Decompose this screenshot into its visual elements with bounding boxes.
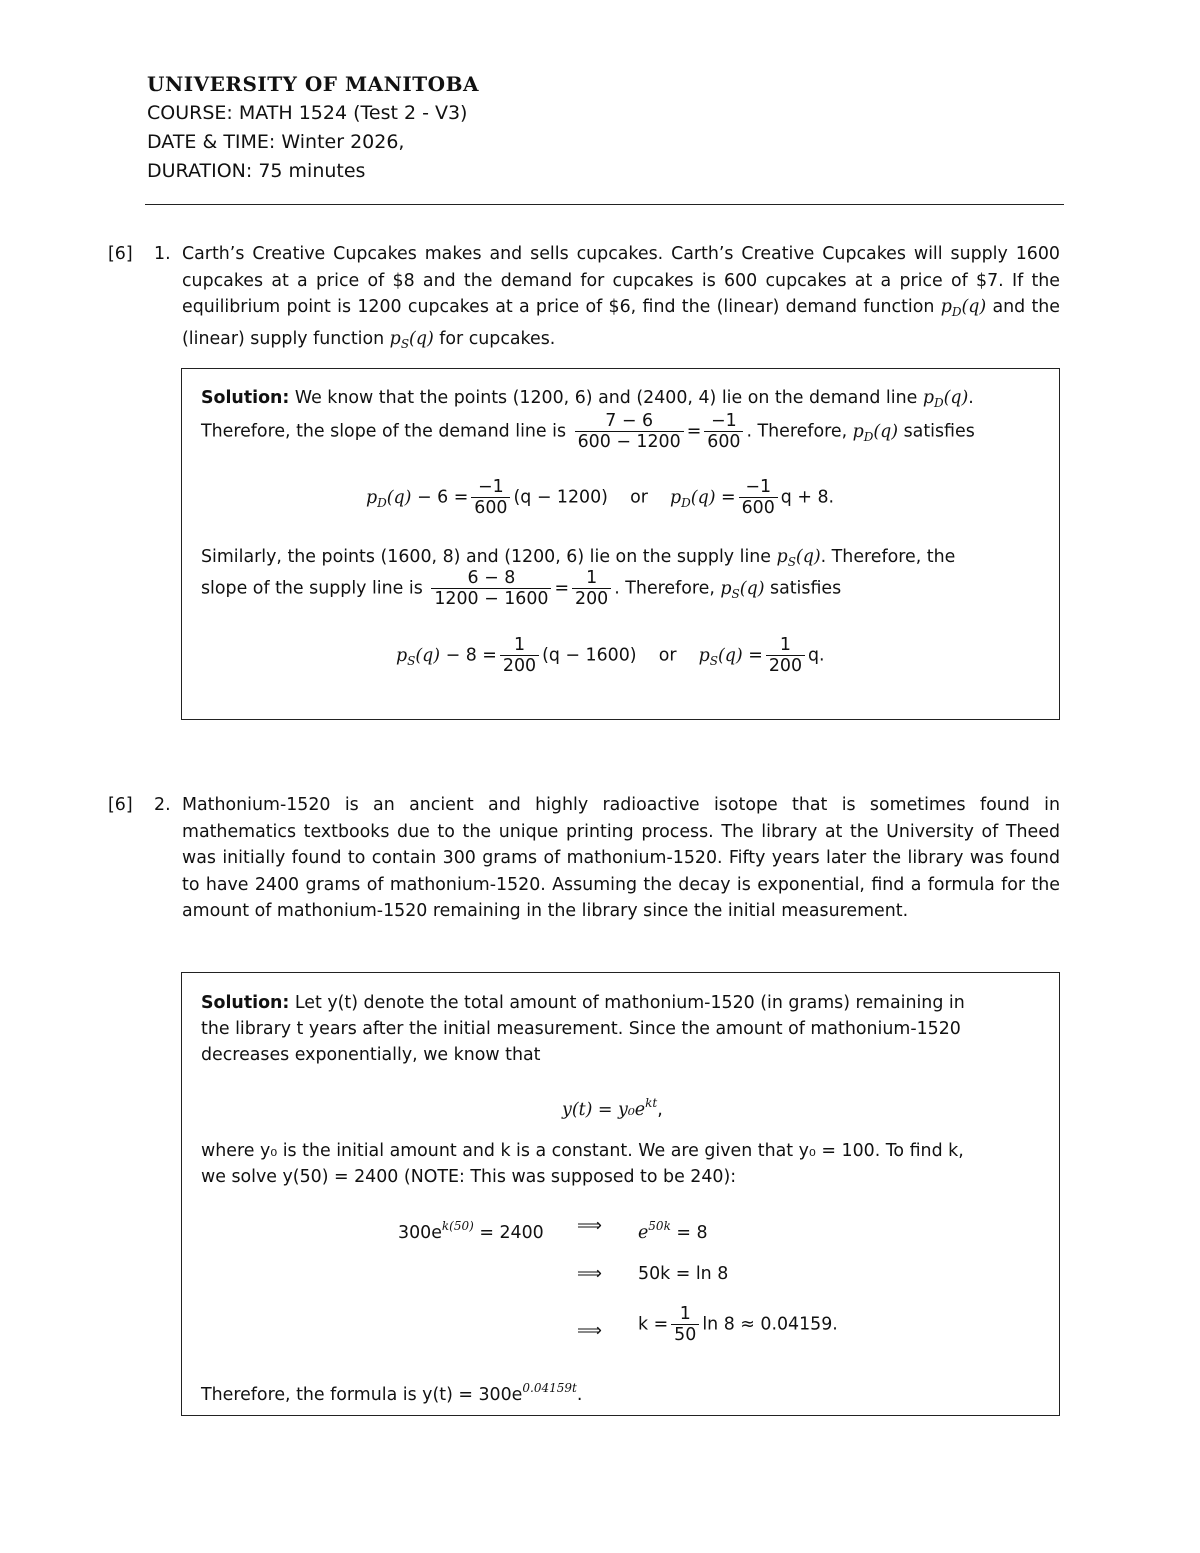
fraction-denominator: 600 − 1200 [577,432,681,452]
implies-arrow: ⟹ [577,1321,602,1341]
sol-text: Therefore, the formula is y(t) = 300e [201,1385,523,1405]
course-value: MATH 1524 (Test 2 - V3) [238,102,468,124]
question-text-part: and the (linear) supply function [182,297,1060,349]
question-marks: [6] [108,795,133,815]
sol2-model-eq [562,1090,663,1123]
sol2-step3-right [638,1304,838,1345]
sol-text: . Therefore, the [820,547,956,567]
sol-text: Similarly, the points (1600, 8) and (1200, 6) lie on the supply line [201,547,772,567]
fraction-denominator: 200 [768,656,803,676]
eq-text: q + 8. [780,487,835,508]
solution-heading: Solution: [201,993,290,1013]
supply-slope-result-fraction [572,568,611,609]
question-text-part: Carth’s Creative Cupcakes makes and sells cupcakes. Carth’s Creative Cupcakes will supply 1600 cupcakes at a price of $8 and the demand for cupcakes is 600 cupcakes at a price of $7. If the equilibrium point is 1200 cupcakes at a price of $6, find the (linear) demand function [182,244,1060,318]
fraction-numerator: 1 [572,568,611,589]
math-pd: $p_D(q)$ [940,297,987,320]
question-number: 1. [154,244,171,264]
duration-label: DURATION: [147,160,253,182]
fraction-numerator: 6 − 8 [431,568,551,589]
course-line [147,99,479,128]
fraction-numerator: −1 [471,477,510,498]
question-marks: [6] [108,244,133,264]
eq-superscript: k(50) [441,1219,474,1233]
eq-text: = 8 [670,1223,708,1243]
slope-fraction [575,411,684,452]
sol2-line1 [201,990,965,1016]
math-ps: $p_S(q)$ [720,578,765,601]
solution-heading: Solution: [201,388,290,408]
eq-text: 300e [398,1223,442,1243]
sol-text: . Therefore, [746,421,848,442]
sol2-line5: we solve y(50) = 2400 (NOTE: This was supposed to be 240): [201,1167,737,1187]
eq-superscript: kt [645,1096,658,1110]
sol2-step1-right [638,1213,708,1246]
solution-box-1 [181,368,1060,720]
date-line [147,128,479,157]
math-ps: $p_S(q)$ [698,645,743,668]
sol-text: We know that the points (1200, 6) and (2400, 4) lie on the demand line [289,388,923,408]
course-label: COURSE: [147,102,233,124]
eq-text: e [638,1223,649,1243]
sol-text: . [576,1385,583,1405]
fraction-denominator: 50 [674,1325,697,1345]
sol-text: satisfies [770,578,842,599]
sol2-step2-right: 50k = ln 8 [638,1264,729,1284]
fraction-denominator: 600 [741,498,775,518]
sol-text: Therefore, the slope of the demand line is [201,421,567,442]
implies-arrow: ⟹ [577,1264,602,1284]
sol-text: slope of the supply line is [201,578,423,599]
sol1-line1: Solution: We know that the points (1200, 6) and (2400, 4) lie on the demand line $p_D(q)$. [201,388,974,410]
eq-text: − 8 = [445,645,497,666]
eq-text: y(t) = y₀e [562,1100,646,1120]
math-ps: $p_S(q)$ [776,547,821,569]
sol1-eq2: $p_S(q) - 8$ = $\frac{1}{200}$ (q − 1600) or $p_S(q)$ = $\frac{1}{200}$ q. [396,635,825,676]
math-ps: $p_S(q)$ [396,645,441,668]
fraction-numerator: −1 [739,477,778,498]
fraction-numerator: 1 [671,1304,699,1325]
eq-text: (q − 1200) [513,487,608,508]
question-number: 2. [154,795,171,815]
eq1-right-fraction [739,477,778,518]
question-text: Mathonium-1520 is an ancient and highly radioactive isotope that is sometimes found in mathematics textbooks due to the unique printing process. The library at the University of Theed was initially found to contain 300 grams of mathonium-1520. Fifty years later the library was found to have 2400 grams of mathonium-1520. Assuming the decay is exponential, find a formula for the amount of mathonium-1520 remaining in the library since the initial measurement. [182,795,1060,922]
exam-header [147,70,479,186]
eq-or: or [658,645,677,666]
eq-text: − 6 = [417,487,469,508]
eq-text: , [657,1100,663,1120]
solution-box-2 [181,972,1060,1416]
sol-text: . Therefore, [614,578,715,599]
sol-text: Let y(t) denote the total amount of mathonium-1520 (in grams) remaining in [294,993,965,1013]
fraction-denominator: 600 [707,432,741,452]
math-ps: $p_S(q)$ [389,328,434,351]
eq-text: k = [638,1314,669,1335]
fraction-numerator: 1 [766,635,805,656]
eq-text: = 2400 [473,1223,544,1243]
duration-line [147,157,479,186]
sol2-line4: where y₀ is the initial amount and k is a constant. We are given that y₀ = 100. To find k, [201,1141,964,1161]
sol1-line2: Therefore, the slope of the demand line is $\frac{7 - 6}{600 - 1200}$ = $\frac{-1}{600}$ . Therefore, $p_D(q)$ satisfies [201,411,975,452]
eq-text: ln 8 ≈ 0.04159. [702,1314,838,1335]
question-text-part: for cupcakes. [433,328,556,349]
eq1-fraction [471,477,510,518]
supply-slope-fraction [431,568,551,609]
math-pd: $p_D(q)$ [366,487,412,510]
math-pd: $p_D(q)$ [852,421,899,444]
sol2-line3: decreases exponentially, we know that [201,1045,541,1065]
eq-text: (q − 1600) [542,645,637,666]
eq-or: or [630,487,648,508]
fraction-numerator: −1 [704,411,743,432]
sol2-line2: the library t years after the initial measurement. Since the amount of mathonium-1520 [201,1019,961,1039]
implies-arrow: ⟹ [577,1216,602,1236]
math-pd: $p_D(q)$ [922,388,969,410]
sol2-step1-left [398,1213,544,1246]
sol-text: satisfies [903,421,975,442]
question-text [182,241,1060,357]
math-pd: $p_D(q)$ [670,487,716,510]
slope-result-fraction [704,411,743,452]
sol2-final-line [201,1375,582,1408]
fraction-numerator: 1 [500,635,539,656]
eq-superscript: 50k [648,1219,671,1233]
eq-text: q. [808,645,825,666]
sol1-line4: slope of the supply line is $\frac{6 - 8}{1200 - 1600}$ = $\frac{1}{200}$ . Therefore, $p_S(q)$ satisfies [201,568,842,609]
fraction-denominator: 200 [502,656,537,676]
eq2-fraction [500,635,539,676]
fraction-denominator: 1200 − 1600 [434,589,549,609]
header-divider [145,204,1064,205]
duration-value: 75 minutes [258,160,366,182]
eq2-right-fraction [766,635,805,676]
step3-fraction [671,1304,699,1345]
date-label: DATE & TIME: [147,131,276,153]
sol1-eq1: $p_D(q) - 6$ = $\frac{-1}{600}$ (q − 1200) or $p_D(q)$ = $\frac{-1}{600}$ q + 8. [366,477,835,518]
fraction-denominator: 600 [474,498,508,518]
eq-superscript: 0.04159t [522,1381,577,1395]
date-value: Winter 2026, [281,131,405,153]
university-name: UNIVERSITY OF MANITOBA [147,72,479,96]
fraction-numerator: 7 − 6 [575,411,684,432]
fraction-denominator: 200 [575,589,609,609]
